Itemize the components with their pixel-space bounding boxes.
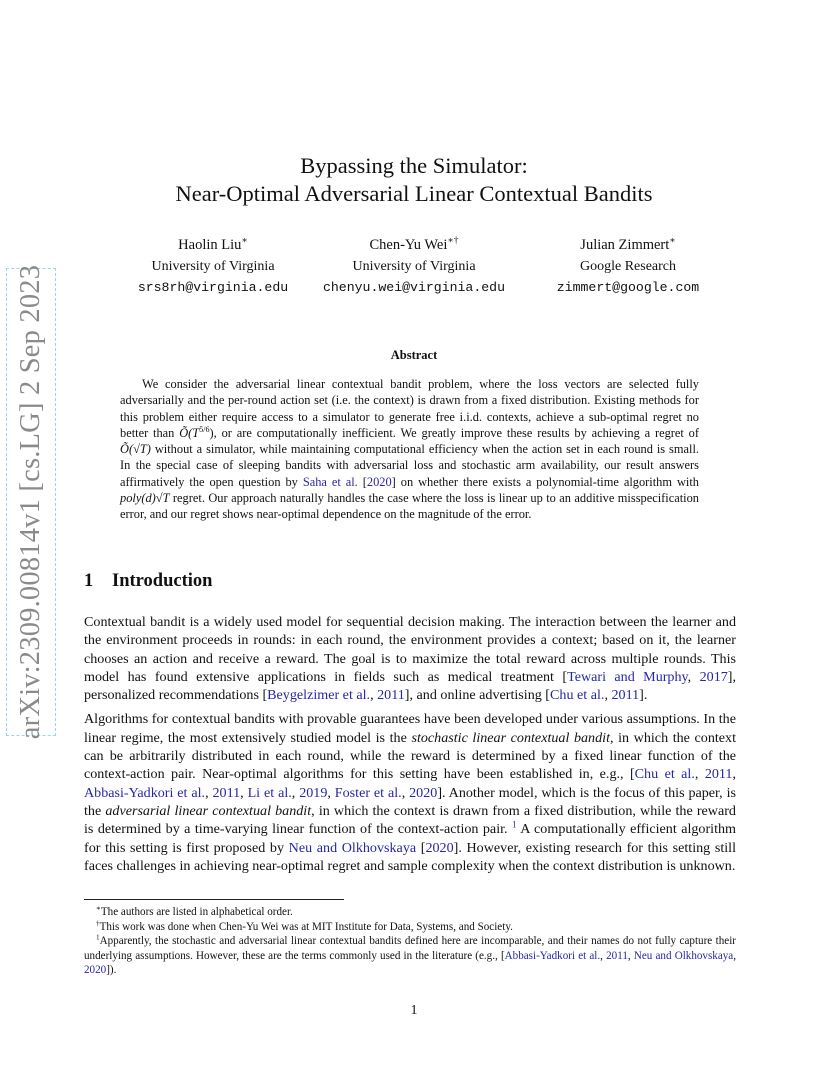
footnote-marker[interactable]: 1	[511, 819, 517, 830]
citation-year-link[interactable]: 2020	[366, 474, 392, 489]
citation-link[interactable]: Abbasi-Yadkori et al.	[504, 949, 601, 962]
author-block	[518, 236, 738, 297]
citation-year-link[interactable]: 2020	[409, 784, 438, 801]
author-email[interactable]: zimmert@google.com	[556, 280, 700, 295]
footnotes	[84, 905, 736, 978]
math-poly-regret: poly(d)√T	[120, 491, 170, 506]
author-email[interactable]: chenyu.wei@virginia.edu	[322, 280, 506, 295]
citation-link[interactable]: Neu and Olkhovskaya	[633, 949, 734, 962]
citation-year-link[interactable]: 2011	[212, 784, 241, 801]
section-title: Introduction	[112, 571, 213, 591]
author-marks: ∗	[241, 236, 248, 247]
section-number: 1	[84, 571, 94, 591]
citation-year-link[interactable]: 2019	[299, 784, 328, 801]
author-block	[103, 236, 323, 297]
author-affiliation: Google Research	[579, 259, 677, 274]
arxiv-stamp	[6, 264, 56, 740]
abstract-heading: Abstract	[390, 348, 438, 362]
citation-link[interactable]: Saha et al.	[302, 474, 358, 489]
abstract-paragraph: We consider the adversarial linear contextual bandit problem, where the loss vectors are selected fully adversarially and the per-round action set (i.e. the context) is drawn from a fixed distribution. Existing methods for this problem either require access to a simulator to generate free i.i.d. contexts, achieve a sub-optimal regret no better than $Õ(T^{5/6})$, or are computationally inefficient. We greatly improve these results by achieving a regret of Õ(√T) without a simulator, while maintaining computational efficiency when the action set in each round is small. In the special case of sleeping bandits with adversarial loss and stochastic arm availability, our result answers affirmatively the open question by Saha et al. [2020] on whether there exists a polynomial-time algorithm with poly(d)√T regret. Our approach naturally handles the case where the loss is linear up to an additive misspecification error, and our regret shows near-optimal dependence on the magnitude of the error.	[120, 377, 700, 522]
page-number: 1	[410, 1003, 418, 1018]
citation-year-link[interactable]: 2020	[425, 839, 454, 856]
author-marks: ∗	[669, 236, 676, 247]
math-regret-bound: $Õ(T^{5/6})$	[179, 424, 214, 440]
citation-year-link[interactable]: 2011	[704, 766, 733, 783]
author-block	[304, 236, 524, 297]
arxiv-identifier[interactable]: arXiv:2309.00814v1 [cs.LG] 2 Sep 2023	[15, 264, 46, 740]
citation-link[interactable]: Foster et al.	[334, 784, 402, 801]
citation-link[interactable]: Tewari and Murphy	[567, 668, 688, 685]
citation-link[interactable]: Neu and Olkhovskaya	[288, 839, 417, 856]
author-email[interactable]: srs8rh@virginia.edu	[137, 280, 289, 295]
author-name: Julian Zimmert∗	[580, 236, 676, 253]
citation-link[interactable]: Chu et al.	[634, 766, 695, 783]
paper-title	[0, 152, 828, 208]
footnote-3: $^1$Apparently, the stochastic and adversarial linear contextual bandits defined here are incomparable, and their names do not fully capture their underlying assumptions. However, these are the terms commonly used in the literature (e.g., [Abbasi-Yadkori et al., 2011, Neu and Olkhovskaya, 2020]).	[84, 933, 737, 977]
author-name: Chen-Yu Wei∗†	[369, 236, 459, 253]
author-affiliation: University of Virginia	[151, 259, 275, 274]
intro-paragraph-1: Contextual bandit is a widely used model for sequential decision making. The interaction between the learner and the environment proceeds in rounds: in each round, the environment provides a context; based on it, the learner chooses an action and receive a reward. The goal is to maximize the total reward across multiple rounds. This model has found extensive applications in fields such as medical treatment [Tewari and Murphy, 2017], personalized recommendations [Beygelzimer et al., 2011], and online advertising [Chu et al., 2011].	[84, 614, 737, 704]
citation-year-link[interactable]: 2011	[611, 687, 640, 704]
intro-paragraph-2: Algorithms for contextual bandits with provable guarantees have been developed under various assumptions. In the linear regime, the most extensively studied model is the stochastic linear contextual bandit, in which the context can be arbitrarily distributed in each round, while the reward is determined by a fixed linear function of the context-action pair. Near-optimal algorithms for this setting have been established in, e.g., [Chu et al., 2011, Abbasi-Yadkori et al., 2011, Li et al., 2019, Foster et al., 2020]. Another model, which is the focus of this paper, is the adversarial linear contextual bandit, in which the context is drawn from a fixed distribution, while the reward is determined by a time-varying linear function of the context-action pair. $^1$ A computationally efficient algorithm for this setting is first proposed by Neu and Olkhovskaya [2020]. However, existing research for this setting still faces challenges in achieving near-optimal regret and sample complexity when the context distribution is unknown.	[84, 711, 737, 874]
citation-link[interactable]: Chu et al.	[550, 687, 605, 704]
title-line-1: Bypassing the Simulator:	[300, 153, 528, 178]
abstract-body	[120, 376, 699, 523]
citation-year-link[interactable]: 2011	[606, 949, 628, 962]
footnote-2: †This work was done when Chen-Yu Wei was at MIT Institute for Data, Systems, and Society.	[96, 918, 513, 933]
citation-link[interactable]: Li et al.	[247, 784, 292, 801]
citation-link[interactable]: Beygelzimer et al.	[267, 687, 371, 704]
author-affiliation: University of Virginia	[352, 259, 476, 274]
section-heading	[84, 571, 212, 592]
math-sqrt-regret: Õ(√T)	[120, 442, 151, 457]
citation-year-link[interactable]: 2020	[84, 964, 107, 977]
citation-year-link[interactable]: 2011	[377, 687, 405, 704]
body-text	[84, 613, 736, 881]
citation-year-link[interactable]: 2017	[699, 668, 728, 685]
footnote-1: ∗The authors are listed in alphabetical order.	[96, 904, 293, 918]
citation-link[interactable]: Abbasi-Yadkori et al.	[84, 784, 206, 801]
footnote-divider	[84, 899, 344, 900]
author-name: Haolin Liu∗	[178, 236, 248, 253]
title-line-2: Near-Optimal Adversarial Linear Contextual Bandits	[175, 181, 653, 206]
author-marks: ∗†	[447, 236, 459, 247]
